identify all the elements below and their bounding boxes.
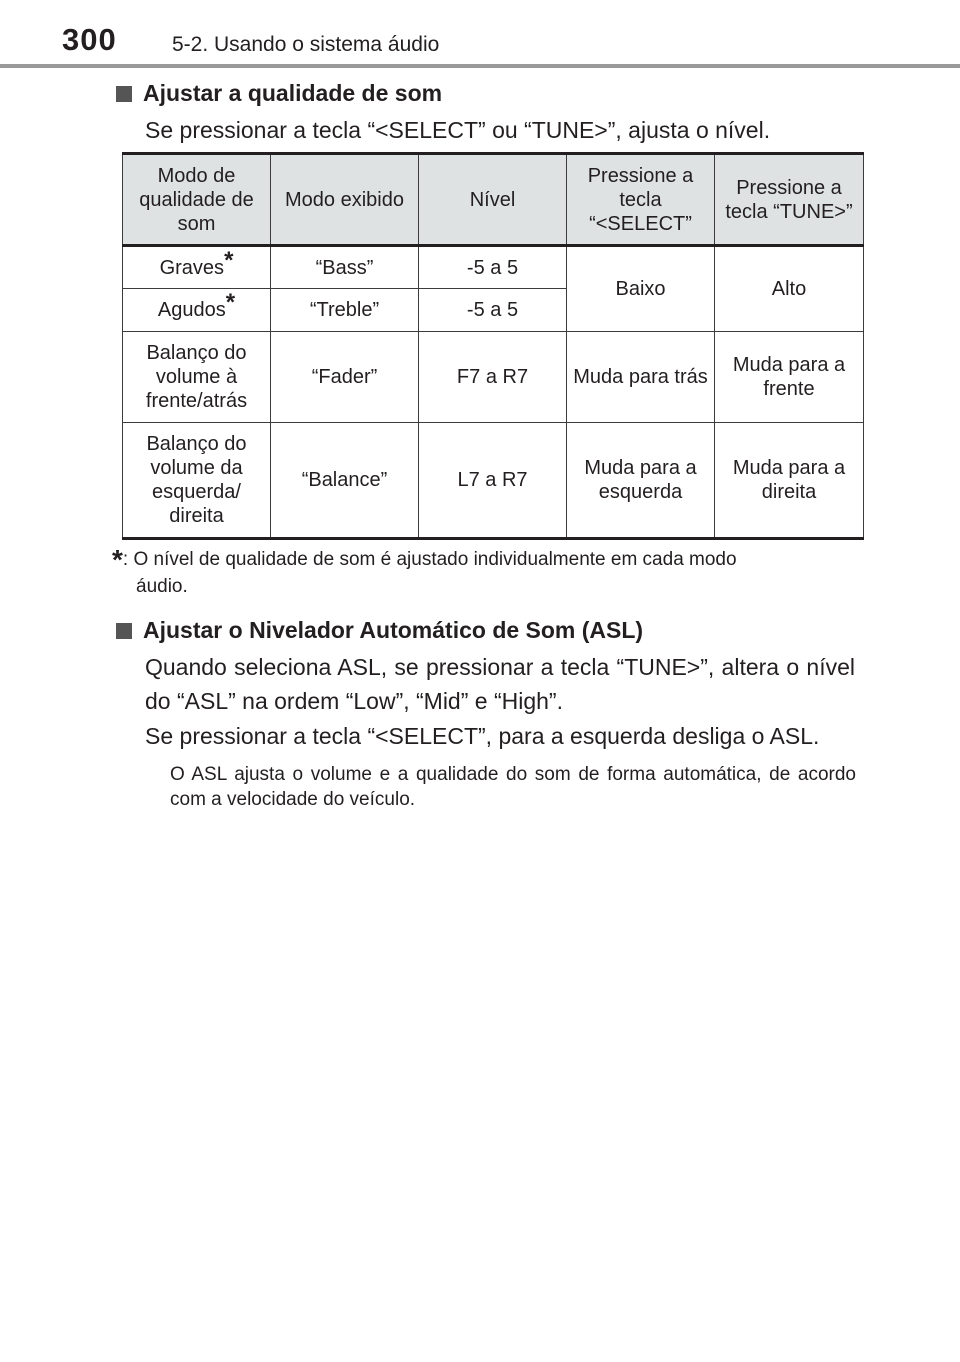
table-cell: “Fader”	[271, 332, 419, 423]
table-row	[123, 332, 864, 423]
table-cell: “Bass”	[271, 246, 419, 289]
table-cell-merged: Baixo	[567, 246, 715, 332]
header-cell: Pressione a tecla “<SELECT”	[567, 154, 715, 246]
section-title: Ajustar o Nivelador Automático de Som (ASL)	[143, 617, 644, 643]
footnote-text-continued: áudio.	[136, 576, 188, 597]
table-cell: “Treble”	[271, 289, 419, 332]
header-rule	[0, 64, 960, 68]
table-row	[123, 246, 864, 289]
table-footnote	[112, 546, 855, 600]
asl-note: O ASL ajusta o volume e a qualidade do som de forma automática, de acordo com a velocidade do veículo.	[170, 764, 856, 810]
table-cell: F7 a R7	[419, 332, 567, 423]
table-cell: L7 a R7	[419, 423, 567, 539]
header-cell: Modo de qualidade de som	[123, 154, 271, 246]
table-cell: Balanço do volume à frente/atrás	[123, 332, 271, 423]
header-cell: Modo exibido	[271, 154, 419, 246]
section-intro: Se pressionar a tecla “<SELECT” ou “TUNE>”, ajusta o nível.	[145, 117, 771, 143]
table-cell: -5 a 5	[419, 289, 567, 332]
table-cell: Graves*	[123, 246, 271, 289]
footnote-text: : O nível de qualidade de som é ajustado individualmente em cada modo	[122, 549, 737, 570]
table-cell-merged: Alto	[715, 246, 864, 332]
sound-quality-table	[122, 152, 864, 540]
table-cell: -5 a 5	[419, 246, 567, 289]
section-heading-sound-quality	[116, 80, 442, 107]
section-heading-asl	[116, 617, 643, 644]
table-row	[123, 423, 864, 539]
table-cell: Balanço do volume da esquerda/ direita	[123, 423, 271, 539]
asterisk-mark: *	[225, 289, 236, 316]
section-header: 5-2. Usando o sistema áudio	[172, 33, 440, 56]
table-cell: Muda para a frente	[715, 332, 864, 423]
table-cell: Agudos*	[123, 289, 271, 332]
table-cell: Muda para trás	[567, 332, 715, 423]
table-cell: Muda para a direita	[715, 423, 864, 539]
square-bullet-icon	[116, 623, 132, 639]
page-number: 300	[62, 22, 117, 57]
footnote-asterisk: *	[112, 544, 123, 575]
section-title: Ajustar a qualidade de som	[143, 80, 443, 106]
asterisk-mark: *	[224, 246, 234, 274]
square-bullet-icon	[116, 86, 132, 102]
table-header-row	[123, 154, 864, 246]
header-cell: Nível	[419, 154, 567, 246]
table-cell: Muda para a esquerda	[567, 423, 715, 539]
header-cell: Pressione a tecla “TUNE>”	[715, 154, 864, 246]
asl-paragraph-2: Se pressionar a tecla “<SELECT”, para a esquerda desliga o ASL.	[145, 723, 820, 749]
table-cell: “Balance”	[271, 423, 419, 539]
asl-paragraph-1: Quando seleciona ASL, se pressionar a tecla “TUNE>”, altera o nível do “ASL” na ordem “Low”, “Mid” e “High”.	[145, 654, 855, 714]
